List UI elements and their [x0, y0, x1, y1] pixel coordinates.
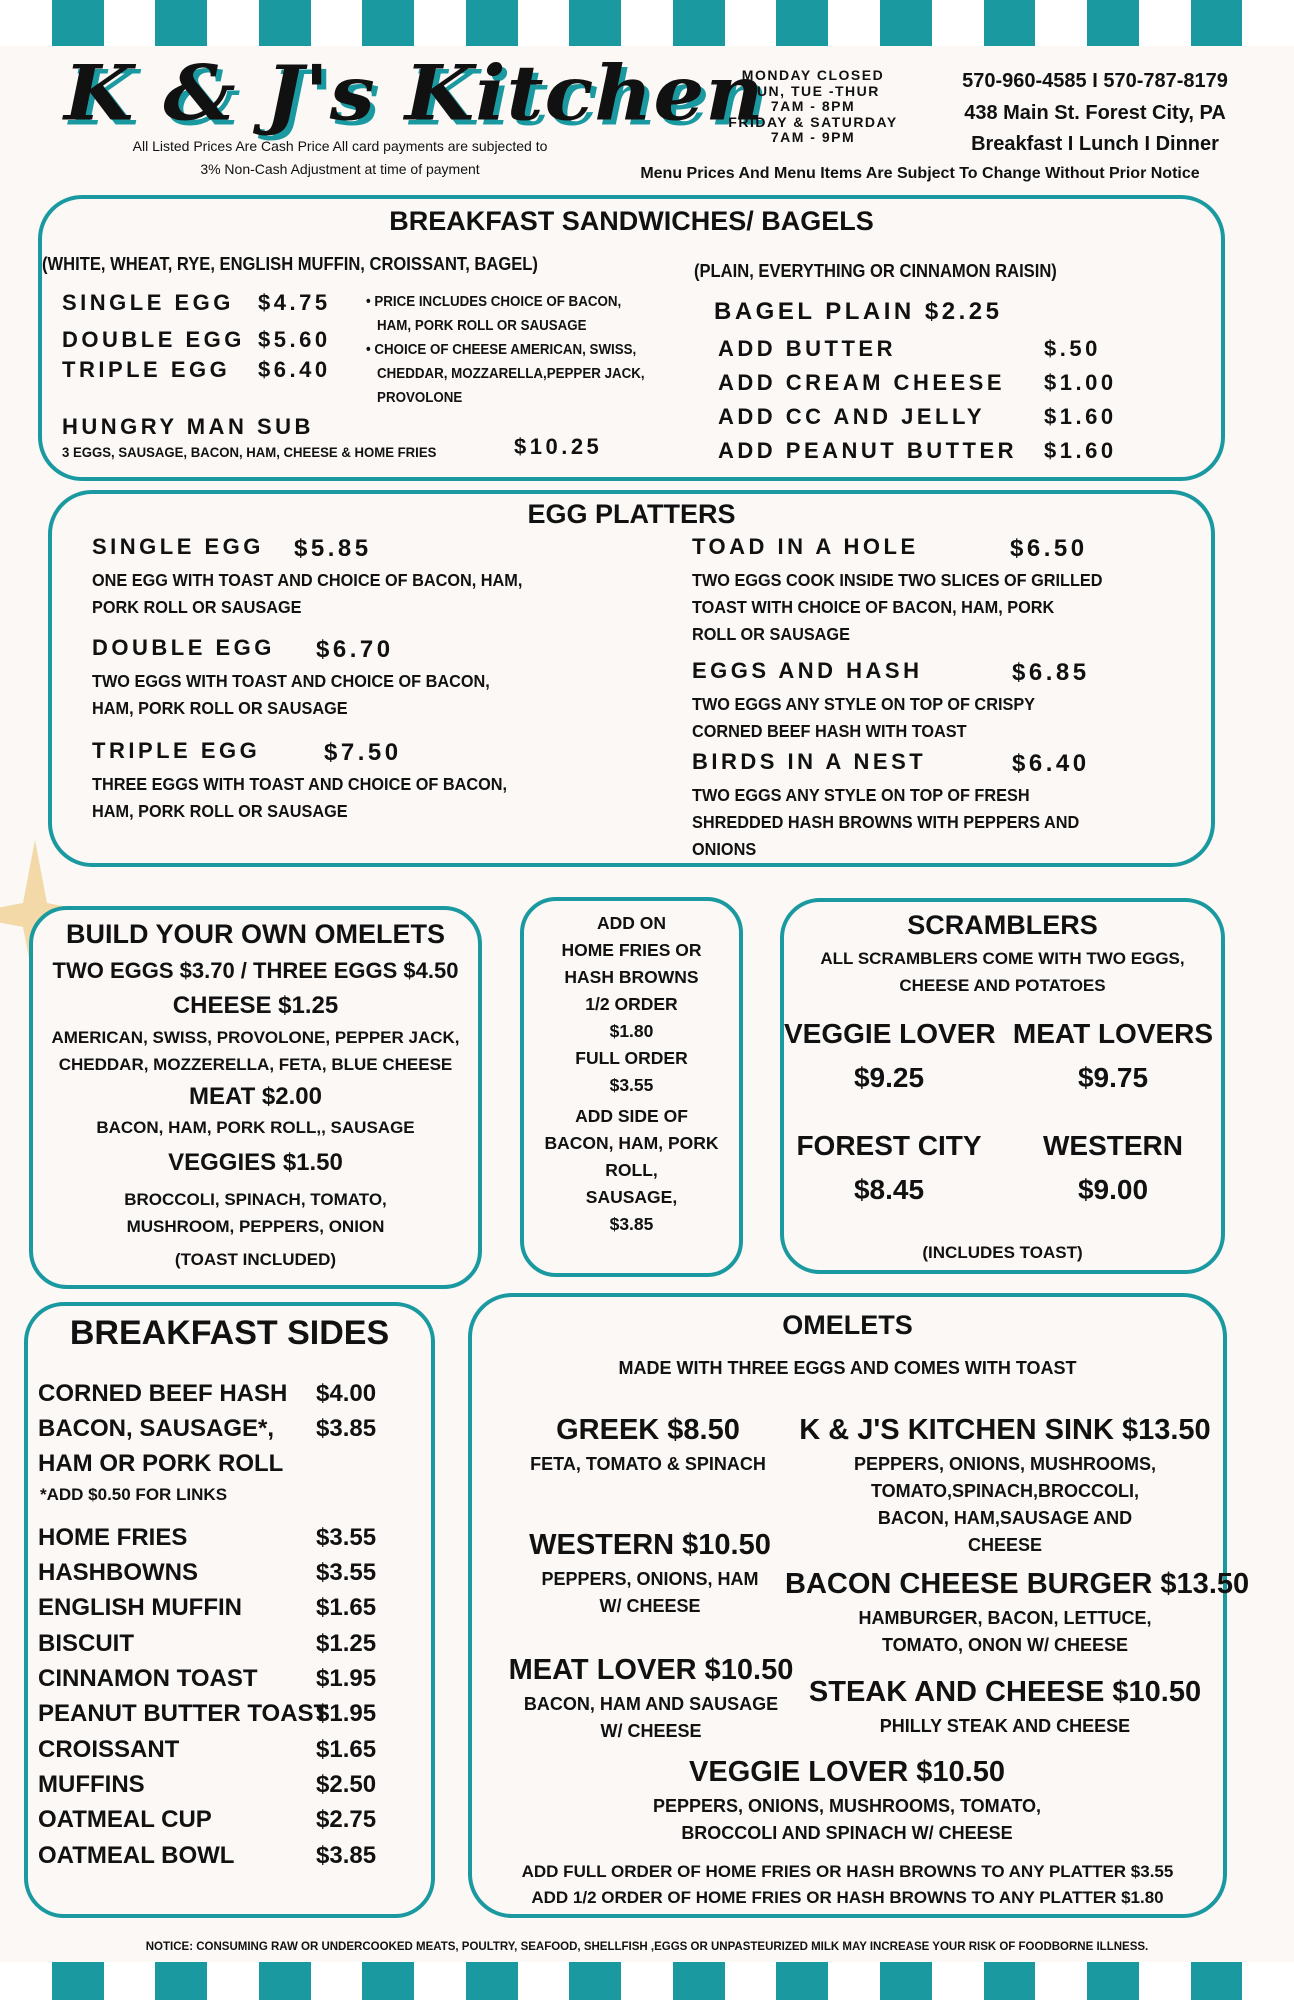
hours-line: 7AM - 8PM: [770, 98, 856, 114]
egg-platter-name: DOUBLE EGG: [92, 635, 275, 660]
veggie-options: [29, 1186, 482, 1240]
egg-platter-name: SINGLE EGG: [92, 534, 264, 559]
add-full-potatoes-note: ADD FULL ORDER OF HOME FRIES OR HASH BROWNS TO ANY PLATTER $3.55: [521, 1862, 1174, 1881]
egg-platter-desc: ROLL OR SAUSAGE: [692, 624, 850, 644]
side-item-price: $3.85: [316, 1415, 377, 1442]
omelet-name: WESTERN $10.50: [529, 1529, 771, 1561]
toast-included-note: (TOAST INCLUDED): [174, 1250, 337, 1269]
omelet-desc: BROCCOLI AND SPINACH W/ CHEESE: [681, 1823, 1013, 1843]
side-item-price: $2.50: [316, 1771, 377, 1798]
omelet-desc: CHEESE: [967, 1535, 1043, 1555]
omelet-desc: TOMATO,SPINACH,BROCCOLI,: [870, 1481, 1139, 1501]
add-on-side-line: ROLL,: [605, 1160, 658, 1180]
scrambler-price: $9.75: [1077, 1062, 1149, 1093]
business-hours: [718, 68, 908, 146]
top-stripe-border: [0, 0, 1294, 46]
side-item-price: $1.65: [316, 1594, 377, 1621]
bagel-addon-price: $1.00: [1044, 370, 1117, 395]
address: 438 Main St. Forest City, PA: [964, 102, 1226, 124]
hours-line: 7AM - 9PM: [770, 129, 856, 145]
omelet-desc: PEPPERS, ONIONS, HAM: [541, 1569, 759, 1589]
side-item-price: $1.25: [316, 1630, 377, 1657]
sandwich-item-name: TRIPLE EGG: [62, 357, 231, 382]
sandwich-note-line: CHEDDAR, MOZZARELLA,PEPPER JACK,: [377, 366, 645, 382]
veggie-option-line: MUSHROOM, PEPPERS, ONION: [126, 1217, 385, 1236]
side-item-price: $1.65: [316, 1736, 377, 1763]
bagel-plain: BAGEL PLAIN $2.25: [714, 298, 1003, 325]
omelet-desc: PEPPERS, ONIONS, MUSHROOMS, TOMATO,: [652, 1796, 1042, 1816]
scrambler-price: $8.45: [853, 1174, 925, 1205]
add-on-line: HOME FRIES OR: [561, 940, 702, 960]
add-on-side-line: SAUSAGE,: [585, 1187, 678, 1207]
sandwich-item-name: DOUBLE EGG: [62, 327, 245, 352]
omelet-desc: FETA, TOMATO & SPINACH: [530, 1454, 766, 1474]
hours-line: MONDAY CLOSED: [741, 67, 885, 83]
side-item-name: CORNED BEEF HASH: [38, 1380, 288, 1407]
egg-platter-desc: TWO EGGS WITH TOAST AND CHOICE OF BACON,: [92, 671, 490, 691]
egg-platter-desc: SHREDDED HASH BROWNS WITH PEPPERS AND: [692, 812, 1080, 832]
add-on-side-line: ADD SIDE OF: [575, 1106, 688, 1126]
add-on-line: ADD ON: [596, 913, 667, 933]
scrambler-name: FOREST CITY: [796, 1130, 982, 1161]
restaurant-logo: K & J's Kitchen: [64, 48, 765, 138]
omelet-desc: PEPPERS, ONIONS, MUSHROOMS,: [853, 1454, 1157, 1474]
bread-choice-note: (WHITE, WHEAT, RYE, ENGLISH MUFFIN, CROISSANT, BAGEL): [42, 254, 538, 274]
breakfast-sandwiches-title: BREAKFAST SANDWICHES/ BAGELS: [389, 206, 874, 236]
add-on-line: 1/2 ORDER: [585, 994, 678, 1014]
egg-platter-desc: ONE EGG WITH TOAST AND CHOICE OF BACON, HAM,: [92, 570, 523, 590]
side-item-name: MUFFINS: [38, 1771, 145, 1798]
bagel-addon-name: ADD CC AND JELLY: [718, 404, 986, 429]
egg-platter-price: $6.85: [1012, 659, 1090, 686]
omelets-title: OMELETS: [782, 1310, 913, 1340]
hungry-man-sub-name: HUNGRY MAN SUB: [62, 414, 314, 439]
sandwich-item-name: SINGLE EGG: [62, 290, 234, 315]
side-item-name: OATMEAL CUP: [38, 1806, 212, 1833]
bagel-addon-price: $1.60: [1044, 404, 1117, 429]
side-item-name: BISCUIT: [38, 1630, 134, 1657]
cheese-option-line: AMERICAN, SWISS, PROVOLONE, PEPPER JACK,: [51, 1028, 460, 1047]
egg-platter-desc: TOAST WITH CHOICE OF BACON, HAM, PORK: [692, 597, 1055, 617]
egg-platter-desc: TWO EGGS ANY STYLE ON TOP OF CRISPY: [692, 694, 1036, 714]
omelet-name: GREEK $8.50: [556, 1414, 740, 1446]
omelets-subtitle: MADE WITH THREE EGGS AND COMES WITH TOAST: [618, 1358, 1077, 1378]
food-safety-notice: NOTICE: CONSUMING RAW OR UNDERCOOKED MEATS, POULTRY, SEAFOOD, SHELLFISH ,EGGS OR UNPASTEURIZED MILK MAY INCREASE YOUR RISK OF FOODBORNE ILLNESS.: [145, 1941, 1149, 1953]
hours-line: SUN, TUE -THUR: [746, 82, 880, 99]
omelet-desc: W/ CHEESE: [599, 1596, 701, 1616]
build-omelets-content: [29, 914, 482, 1280]
omelet-name: STEAK AND CHEESE $10.50: [808, 1676, 1202, 1708]
omelet-name: VEGGIE LOVER $10.50: [689, 1756, 1005, 1788]
sandwich-item-price: $6.40: [258, 357, 331, 382]
side-item-price: $3.85: [316, 1842, 377, 1869]
scrambler-price: $9.25: [853, 1062, 925, 1093]
sandwich-note-line: • CHOICE OF CHEESE AMERICAN, SWISS,: [366, 342, 637, 358]
hungry-man-sub-desc: 3 EGGS, SAUSAGE, BACON, HAM, CHEESE & HOME FRIES: [62, 444, 437, 460]
bagel-addon-price: $.50: [1044, 336, 1101, 361]
scramblers-sub-line: CHEESE AND POTATOES: [899, 976, 1106, 995]
add-half-potatoes-note: ADD 1/2 ORDER OF HOME FRIES OR HASH BROWNS TO ANY PLATTER $1.80: [531, 1888, 1164, 1907]
egg-platter-name: EGGS AND HASH: [692, 658, 923, 683]
scrambler-name: VEGGIE LOVER: [784, 1018, 996, 1049]
egg-platter-name: TOAD IN A HOLE: [692, 534, 919, 559]
side-item-name: CINNAMON TOAST: [38, 1665, 258, 1692]
egg-platter-desc: TWO EGGS COOK INSIDE TWO SLICES OF GRILLED: [692, 570, 1103, 590]
add-on-line: $3.55: [609, 1075, 654, 1095]
phone-numbers: 570-960-4585 I 570-787-8179: [962, 70, 1228, 92]
add-on-line: $1.80: [609, 1021, 654, 1041]
sandwich-note-line: HAM, PORK ROLL OR SAUSAGE: [377, 318, 587, 334]
omelet-desc: PHILLY STEAK AND CHEESE: [879, 1716, 1131, 1736]
cheese-options: [29, 1024, 482, 1078]
omelet-desc: HAMBURGER, BACON, LETTUCE,: [858, 1608, 1152, 1628]
cash-note-line1: All Listed Prices Are Cash Price All card payments are subjected to: [132, 138, 548, 154]
side-item-price: $3.55: [316, 1524, 377, 1551]
scramblers-sub-line: ALL SCRAMBLERS COME WITH TWO EGGS,: [820, 949, 1185, 968]
omelet-name: MEAT LOVER $10.50: [508, 1654, 794, 1686]
scramblers-subtitle: [780, 945, 1225, 999]
add-on-meat-side: [520, 1103, 743, 1238]
omelet-desc: BACON, HAM AND SAUSAGE: [523, 1694, 779, 1714]
bagel-addon-name: ADD BUTTER: [718, 336, 896, 361]
egg-platter-desc: PORK ROLL OR SAUSAGE: [92, 597, 302, 617]
breakfast-sides-title: BREAKFAST SIDES: [69, 1314, 390, 1352]
meal-services: Breakfast I Lunch I Dinner: [971, 133, 1219, 155]
side-item-name: ENGLISH MUFFIN: [38, 1594, 242, 1621]
change-notice: Menu Prices And Menu Items Are Subject To Change Without Prior Notice: [640, 165, 1200, 182]
scramblers-title: SCRAMBLERS: [907, 910, 1098, 940]
sandwich-item-price: $4.75: [258, 290, 331, 315]
omelet-desc: TOMATO, ONON W/ CHEESE: [881, 1635, 1128, 1655]
cheese-option-line: CHEDDAR, MOZZERELLA, FETA, BLUE CHEESE: [58, 1055, 453, 1074]
egg-platter-desc: THREE EGGS WITH TOAST AND CHOICE OF BACON,: [92, 774, 508, 794]
build-omelets-base-price: TWO EGGS $3.70 / THREE EGGS $4.50: [52, 958, 459, 983]
sandwich-note-line: • PRICE INCLUDES CHOICE OF BACON,: [366, 294, 622, 310]
omelet-name: BACON CHEESE BURGER $13.50: [785, 1568, 1250, 1600]
side-item-price: $1.95: [316, 1700, 377, 1727]
add-on-side-line: $3.85: [609, 1214, 654, 1234]
scrambler-name: WESTERN: [1043, 1130, 1183, 1161]
egg-platter-desc: CORNED BEEF HASH WITH TOAST: [692, 721, 967, 741]
egg-platter-price: $6.50: [1010, 535, 1088, 562]
add-on-side-line: BACON, HAM, PORK: [544, 1133, 719, 1153]
bagel-addon-name: ADD PEANUT BUTTER: [718, 438, 1018, 463]
scrambler-name: MEAT LOVERS: [1012, 1018, 1214, 1049]
egg-platter-desc: HAM, PORK ROLL OR SAUSAGE: [92, 698, 348, 718]
egg-platter-desc: TWO EGGS ANY STYLE ON TOP OF FRESH: [692, 785, 1030, 805]
side-item-name: HOME FRIES: [38, 1524, 188, 1551]
sandwich-notes: [366, 290, 660, 410]
hours-line: FRIDAY & SATURDAY: [728, 113, 898, 130]
egg-platter-price: $6.70: [316, 636, 394, 663]
bagel-addon-name: ADD CREAM CHEESE: [718, 370, 1006, 395]
build-omelets-title: BUILD YOUR OWN OMELETS: [65, 919, 445, 949]
bagel-addon-price: $1.60: [1044, 438, 1117, 463]
side-item-name: PEANUT BUTTER TOAST: [38, 1700, 329, 1727]
egg-platter-name: BIRDS IN A NEST: [692, 749, 927, 774]
egg-platter-price: $7.50: [324, 739, 402, 766]
add-on-content: [520, 910, 743, 1238]
omelet-name: K & J'S KITCHEN SINK $13.50: [799, 1414, 1211, 1446]
side-item-price: $4.00: [316, 1380, 377, 1407]
add-on-line: HASH BROWNS: [564, 967, 699, 987]
side-item-name: HAM OR PORK ROLL: [38, 1450, 284, 1477]
egg-platter-price: $6.40: [1012, 750, 1090, 777]
side-item-name: OATMEAL BOWL: [38, 1842, 235, 1869]
side-item-name: BACON, SAUSAGE*,: [38, 1415, 275, 1442]
egg-platter-price: $5.85: [294, 535, 372, 562]
omelet-desc: BACON, HAM,SAUSAGE AND: [877, 1508, 1133, 1528]
egg-platter-desc: HAM, PORK ROLL OR SAUSAGE: [92, 801, 348, 821]
side-item-price: $3.55: [316, 1559, 377, 1586]
veggie-option-line: BROCCOLI, SPINACH, TOMATO,: [124, 1190, 387, 1209]
scrambler-price: $9.00: [1077, 1174, 1149, 1205]
egg-platter-desc: ONIONS: [692, 839, 757, 859]
cash-note-line2: 3% Non-Cash Adjustment at time of payment: [200, 161, 480, 177]
egg-platter-name: TRIPLE EGG: [92, 738, 261, 763]
scramblers-toast-note: (INCLUDES TOAST): [922, 1243, 1083, 1262]
veggie-addon-heading: VEGGIES $1.50: [168, 1149, 343, 1176]
meat-options: BACON, HAM, PORK ROLL,, SAUSAGE: [96, 1118, 415, 1137]
sandwich-item-price: $5.60: [258, 327, 331, 352]
side-item-price: $1.95: [316, 1665, 377, 1692]
sandwich-note-line: PROVOLONE: [377, 390, 463, 406]
side-item-name: CROISSANT: [38, 1736, 180, 1763]
cheese-addon-heading: CHEESE $1.25: [172, 992, 339, 1019]
egg-platters-title: EGG PLATTERS: [527, 499, 736, 529]
omelet-desc: W/ CHEESE: [600, 1721, 702, 1741]
links-note: *ADD $0.50 FOR LINKS: [40, 1485, 228, 1504]
add-on-line: FULL ORDER: [575, 1048, 688, 1068]
meat-addon-heading: MEAT $2.00: [189, 1083, 322, 1110]
side-item-price: $2.75: [316, 1806, 377, 1833]
bottom-stripe-border: [0, 1962, 1294, 2000]
bagel-choice-note: (PLAIN, EVERYTHING OR CINNAMON RAISIN): [694, 261, 1057, 281]
hungry-man-sub-price: $10.25: [514, 434, 603, 459]
add-on-potatoes: [520, 910, 743, 1099]
side-item-name: HASHBOWNS: [38, 1559, 198, 1586]
